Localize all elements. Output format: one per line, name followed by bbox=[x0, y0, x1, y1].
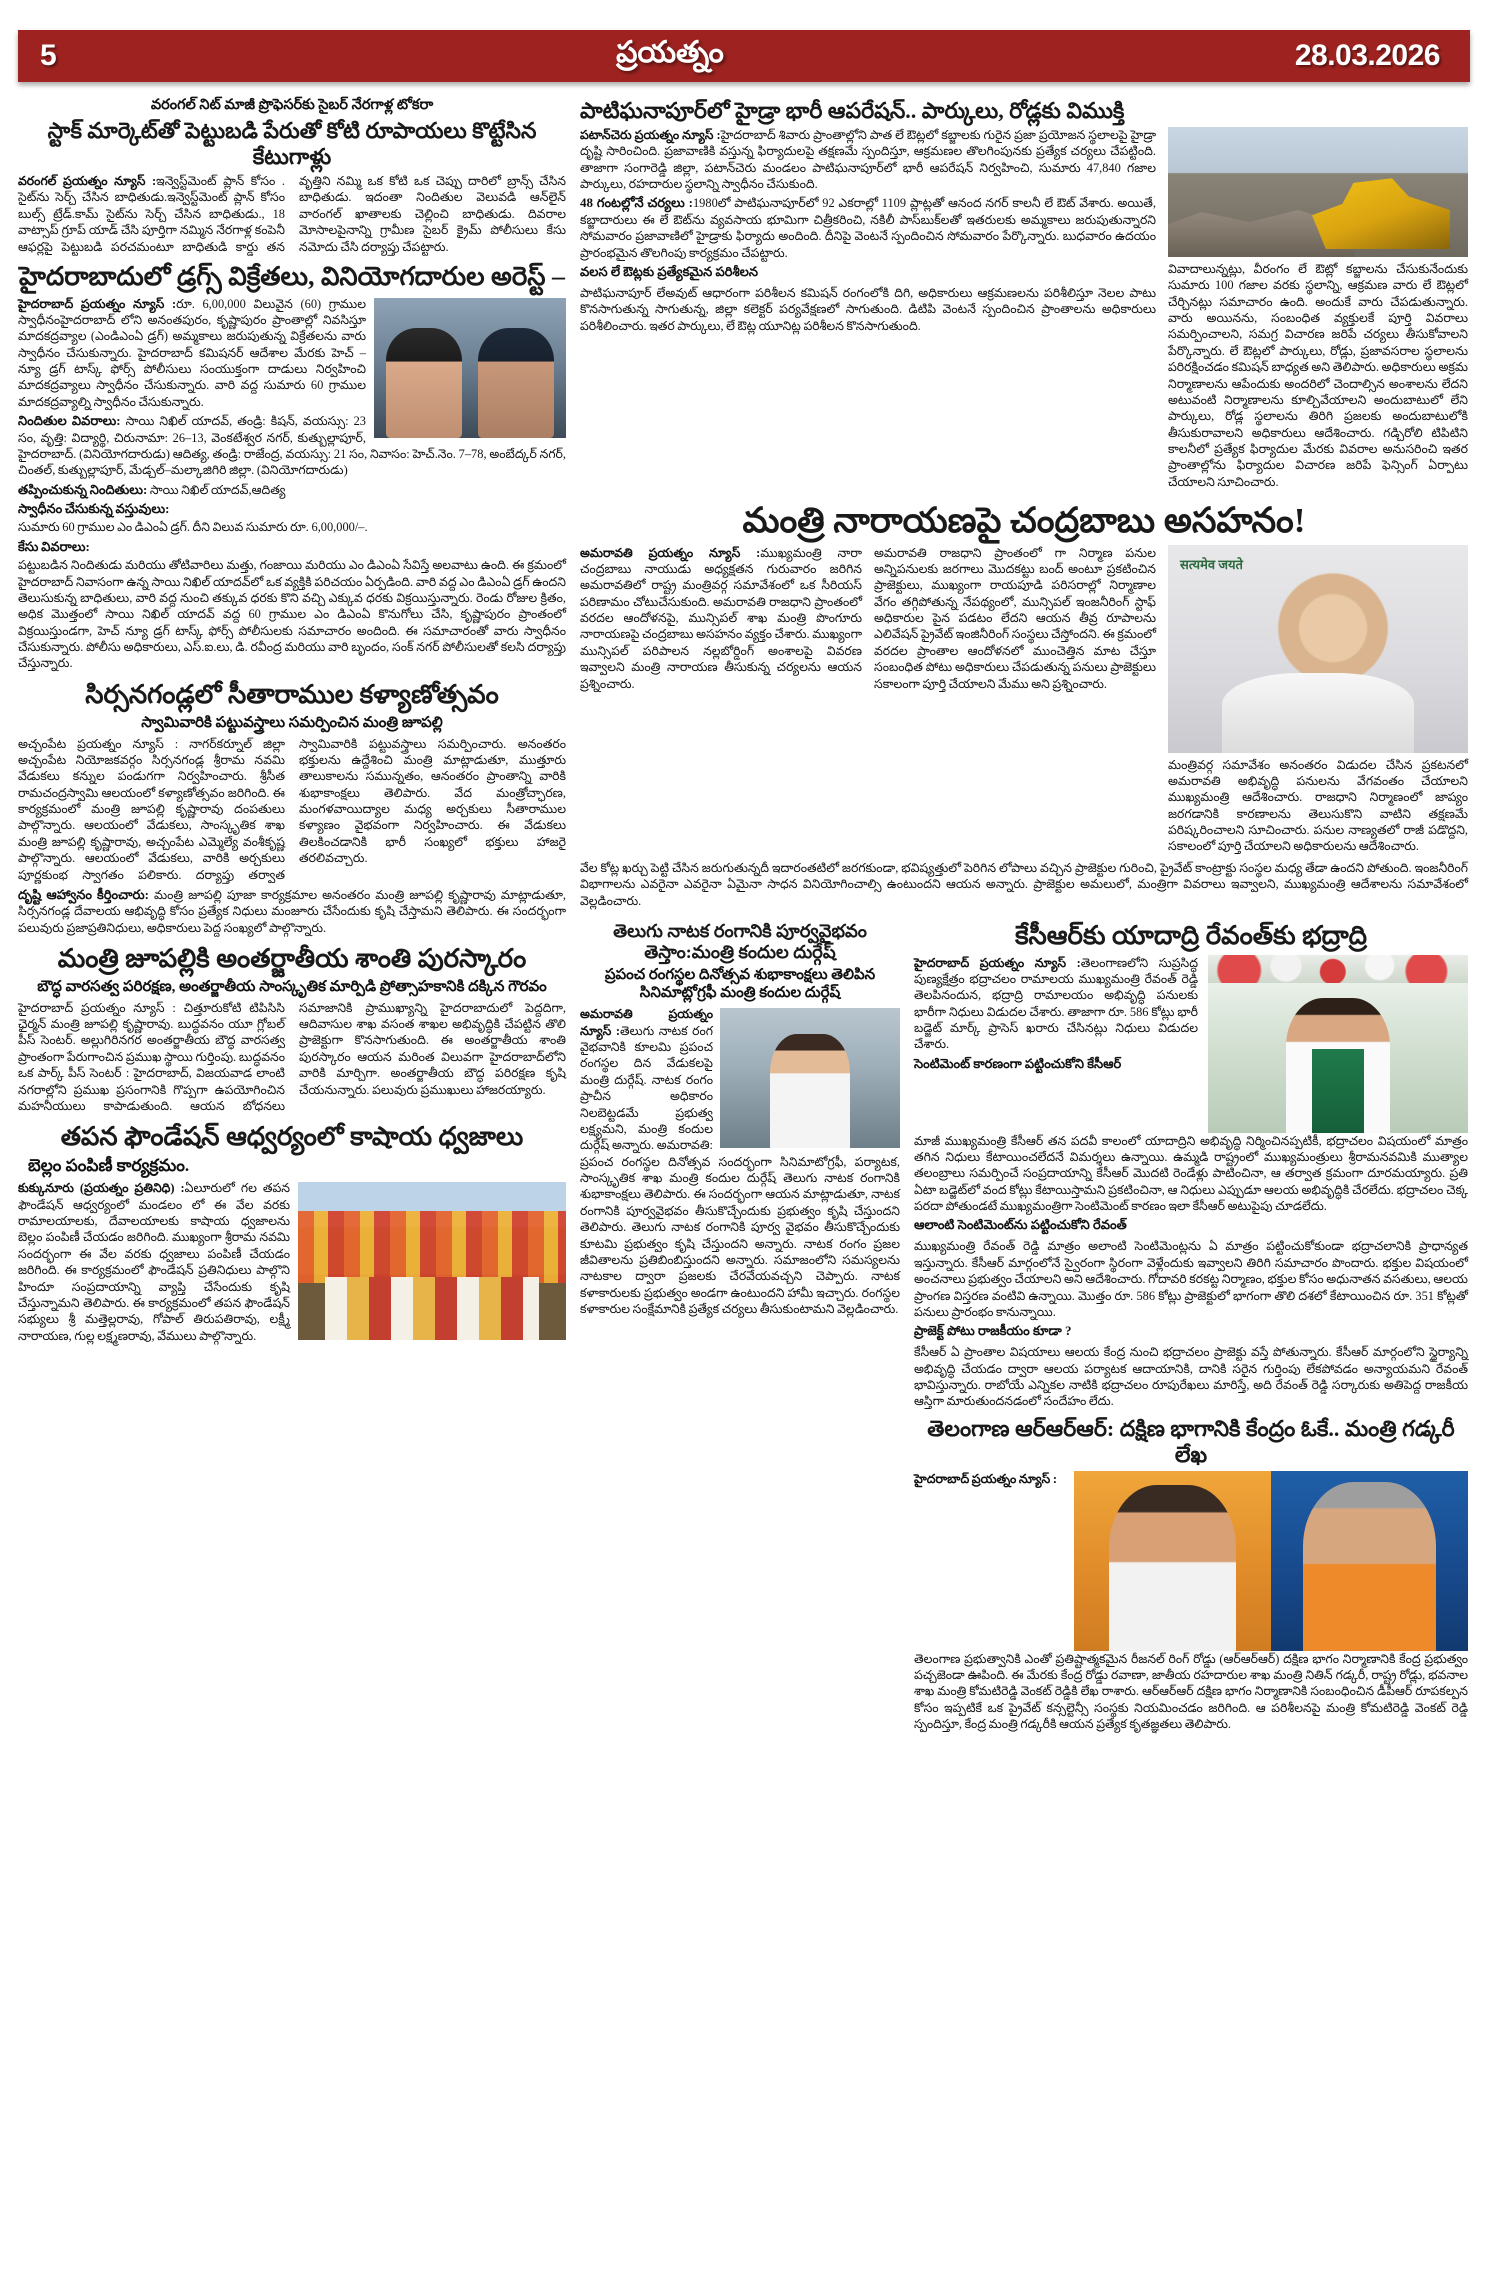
subhead-sentiment-kcr: సెంటిమెంట్ కారణంగా పట్టించుకోని కేసీఆర్ bbox=[914, 1055, 1122, 1071]
article-body-1: హైదరాబాద్ శివారు ప్రాంతాల్లోని పాత లే ఔట్లలో కబ్జాలకు గురైన ప్రజా ప్రయోజన స్థలాలపై హైడ్రా దృష్టి సారించింది. ప్రజావాణికి వస్తున్న ఫిర్యాదులపై తక్షణమే స్పందిస్తూ, ఆక్రమణల తొలగింపునకు ప్రత్యేక చర్యలు చేపట్టింది. తాజాగా సంగారెడ్డి జిల్లా, పటాన్‌చెరు మండలం పాటిఘనాపూర్‌లో భారీ ఆపరేషన్ నిర్వహించి, సుమారు 47,840 గజాల పార్కులు, రహదారుల స్థలాన్ని స్వాధీనం చేసుకుంది. bbox=[580, 127, 1156, 192]
photo-durgesh bbox=[720, 1008, 900, 1148]
article-body-4: కేసీఆర్ ఏ ప్రాంతాల విషయాలు ఆలయ కేంద్ర నుంచి భద్రాచలం ప్రాజెక్టు వస్తే పోతున్నారు. కేసీఆర్ మార్గంలోని స్థైర్యాన్ని అభివృద్ధి చేయడం ద్వారా ఆలయ పర్యాటక ఆదాయానికి, దానికి సరైన గుర్తింపు లేకపోవడం అన్యాయమని రేవంత్ భావిస్తున్నారు. రాబోయే ఎన్నికల నాటికి భద్రాచలం రూపురేఖలు మారిస్తే, అది రేవంత్ రెడ్డి సర్కారుకు అతిపెద్ద రాజకీయ ఆస్తిగా మారుతుందనడంలో సందేహం లేదు. bbox=[914, 1345, 1468, 1409]
article-kicker: వరంగల్ నిట్ మాజీ ప్రొఫెసర్‌కు సైబర్ నేరగాళ్ల టోకరా bbox=[150, 97, 434, 113]
article-body: తెలుగు నాటక రంగ వైభవానికి కూలమి ప్రపంచ రంగస్థల దిన వేడుకలపై మంత్రి దుర్గేష్. నాటక రంగం ప్రాచీన అధికారం నిలబెట్టడమే ప్రభుత్వ లక్ష్యమని, మంత్రి కందుల దుర్గేష్ అన్నారు. అమరావతి: ప్రపంచ రంగస్థల దినోత్సవ సందర్భంగా సినిమాటోగ్రఫీ, పర్యాటక, సాంస్కృతిక శాఖ మంత్రి కందుల దుర్గేష్ తెలుగు నాటక రంగానికి శుభాకాంక్షలు తెలిపారు. ఈ సందర్భంగా ఆయన మాట్లాడుతూ, నాటక రంగానికి పూర్వవైభవం తీసుకొచ్చేందుకు ప్రభుత్వం కృషి చేస్తుందని తెలిపారు. తెలుగు నాటక రంగానికి పూర్వ వైభవం తీసుకొచ్చేందుకు కూటమి ప్రభుత్వం కృషి చేస్తుందని అన్నారు. నాటక రంగం ప్రజల జీవితాలను ప్రతిబింబిస్తుందని అన్నారు. సమాజంలోని సమస్యలను నాటకాల ద్వారా ప్రజలకు చేరవేయవచ్చని చెప్పారు. నాటక కళాకారులకు ప్రభుత్వం అండగా ఉంటుందని హామీ ఇచ్చారు. రంగస్థల కళాకారుల సంక్షేమానికి ప్రత్యేక చర్యలు తీసుకుంటామని వెల్లడించారు. bbox=[580, 1023, 900, 1317]
column-right bbox=[580, 94, 1468, 1735]
article-col-2: అమరావతి రాజధాని ప్రాంతంలో గా నిర్మాణ పనుల అన్నిపనులకు జరగాలు మెుదకట్టు బంద్ అంటూ ప్రకటించిన ప్రాజెక్టులు, ముఖ్యంగా రాయపూడి పరిసరాల్లో నిర్మాణాల వేగం తగ్గిపోతున్న నేపథ్యంలో, మున్సిపల్ ఇంజనీరింగ్ స్టాఫ్ అధికారుల పైన పడటం లేదని ఆయన తీవ్ర రూపాలను ఎలివేషన్ ప్రైవేట్ ఇంజినీరింగ్ సంస్థలు చేస్తోందని. ఈ క్రమంలో వరదల ప్రాంతాల ఆందోళనలో ముంచెత్తిన మాట చేస్తూ సంబంధిత పోటు అధికారులు చేపడుతున్న పనులు ప్రాజెక్టులు సకాలంగా పూర్తి చేయాలని మేము అని ప్రశ్నించారు. bbox=[874, 545, 1156, 691]
article-col-1: ముఖ్యమంత్రి నారా చంద్రబాబు నాయుడు అధ్యక్షతన గురువారం జరిగిన అమరావతిలో రాష్ట్ర మంత్రివర్గ సమావేశంలో ఒక సీరియస్ పరిణామం చోటుచేసుకుంది. అమరావతి రాజధాని ప్రాంతంలో వరదల ఆందోళనపై, మున్సిపల్ శాఖ మంత్రి పొంగూరు నారాయణపై చంద్రబాబు అసహనం వ్యక్తం చేశారు. ముఖ్యంగా మున్సిపల్ పరిపాలన నల్లబోర్డింగ్ అంశాలపై వివరణ ఇవ్వాలని మంత్రి నారాయణ తీసుకున్న చర్యలను ఆయన ప్రశ్నించారు. bbox=[580, 545, 863, 691]
footer-label: దృష్టి ఆహ్వానం కీర్తించారు: bbox=[18, 886, 150, 902]
article-subhead: స్వామివారికి పట్టువస్త్రాలు సమర్పించిన మంత్రి జూపల్లి bbox=[141, 714, 443, 731]
page-body bbox=[18, 94, 1470, 1735]
hydra-side-body: వివాదాలున్నట్లు, వీరంగం లే ఔట్లో కబ్జాలను చేసుకునేందుకు సుమారు 100 గజాల వరకు స్థలాన్ని, ఆక్రమణ వారు లే ఔట్లలో చేర్చినట్లు సమాచారం ఉంది. అందుకే వారు చేపడుతున్నారు. వారు అయినను, సంబంధిత వ్యక్తులకే పూర్తి వివరాలు సమర్పించాలని, సమగ్ర విచారణ జరిపే చర్యలు తీసుకోవాలని పేర్కొన్నారు. లే ఔట్లలో పార్కులు, రోడ్లు, ప్రజావసరాల స్థలాలను పరిరక్షించడం కమిషన్ బాధ్యత అని తెలిపారు. అధికారులు అక్రమ నిర్మాణాలను ఆపేందుకు అందరిలో చెందాల్సిన అంశాలను లేదని అటువంటి నిర్మాణాలను కూల్చివేయాలని అందుబాటులో లేని పార్కులు, రోడ్ల స్థలాలను తిరిగి ప్రజలకు అందుబాటులోకి తీసుకురావాలని అధికారులు ఆదేశించారు. గడ్చిరోలి టిపిటిని కాలనీలో ప్రత్యేక ఫిర్యాదుల మేరకు వివరాల అనుసరించి ఇతర ప్రాంతాల్లోను ఫిర్యాదుల విచారణ జరిపే ఫెన్సింగ్ ఏర్పాటు చేయాలని సూచించారు. bbox=[1168, 261, 1468, 489]
dateline: పటాన్‌చెరు ప్రయత్నం న్యూస్ : bbox=[580, 127, 721, 142]
article-headline: తెలుగు నాటక రంగానికి పూర్వవైభవం తెస్తాం:మంత్రి కందుల దుర్గేష్ bbox=[613, 920, 867, 963]
article-bottom: వేల కోట్ల ఖర్చు పెట్టి చేసిన జరుగుతున్నదీ ఇదారంతటిలో జరగకుండా, భవిష్యత్తులో పెరిగిన లోపాలు వచ్చిన ప్రాజెక్టుల గురించి, ప్రైవేట్ కాంట్రాక్టు సంస్థల మధ్య తేడా ఉందని పోతుంది. ఇంజనీరింగ్ విభాగాలను ఎవరైనా ఎవరైనా ఏమైనా సాధన వినియోగించాల్సి ఉంటుందని ఆయన అన్నారు. ప్రాజెక్టుల అమలులో, మంత్రిగా వివరాలు ఇవ్వాలని, ముఖ్యమంత్రి ఆదేశాలను సమావేశంలో వెల్లడించారు. bbox=[580, 860, 1468, 908]
article-headline: సిర్సనగండ్లలో సీతారాముల కళ్యాణోత్సవం bbox=[85, 679, 499, 709]
photo-komatireddy bbox=[1074, 1471, 1271, 1651]
article-subhead: బెల్లం పంపిణీ కార్యక్రమం. bbox=[28, 1155, 190, 1175]
article-headline: మంత్రి నారాయణపై చంద్రబాబు అసహనం! bbox=[742, 501, 1306, 541]
article-body: హైదరాబాద్ ప్రయత్నం న్యూస్ : చిత్తూరుకోటి టిపిసిసి ఛైర్మన్ మంత్రి జూపల్లి కృష్ణారావు. బుద్ధవనం యూ గ్లోబల్ పీస్ సెంటర్. అల్లుగిరినగర అంతర్జాతీయ బౌద్ధ వారసత్వ ప్రాంతంగా పేరుగాంచిన ప్రముఖ స్థాయి గుర్తింపు. బుద్ధవనం ఒక పార్క్ పీస్ సెంటర్ : హైదరాబాద్, విజయవాడ లాంటి నగరాల్లోని ప్రముఖ ప్రసంగానికి గొప్పగా ఉపయోగించిన మహనీయులు కాపాడుతుంది. ఆయన బోధనలు సమాజానికి ప్రాముఖ్యాన్ని హైదరాబాదులో పెద్దదిగా, ఆదివాసుల శాఖ వసంత శాఖల అభివృద్ధికి చేపట్టిన తొలి ప్రాజెక్టుగా కొనసాగుతుంది. ఈ అంతర్జాతీయ శాంతి పురస్కారం ఆయన మరింత విలువగా హైదరాబాద్‌లోని వారికి మార్చిగా. అంతర్జాతీయ బౌద్ధ పరిరక్షణ కృషి చేయనున్నారు. పలువురు ప్రముఖులు హాజరయ్యారు. bbox=[18, 1000, 566, 1113]
article-body-2: మాజీ ముఖ్యమంత్రి కేసీఆర్ తన పదవీ కాలంలో యాదాద్రిని అభివృద్ధి నిర్మించినప్పటికీ, భద్రాచలం విషయంలో మాత్రం తగిన నిధులు కేటాయించలేదనే విమర్శలు ఉన్నాయి. ఉమ్మడి రాష్ట్రంలో ముఖ్యమంత్రులు శ్రీరామనవమికి ముత్యాల తలంబ్రాలు సమర్పించే సంప్రదాయాన్ని కేసీఆర్ మొదటి రెండేళ్లు పాటించినా, ఆ తర్వాత క్రమంగా దూరమయ్యారు. ప్రతి ఏటా బడ్జెట్‌లో వంద కోట్లు కేటాయిస్తామని ప్రకటించినా, ఆ నిధులు ఎప్పుడూ ఆలయ అభివృద్ధికి చేరలేదు. భద్రాచలం చెక్క పరదా పోతుండటే ముఖ్యమంత్రిగా సెంటిమెంట్ కారణం ఇలా కేసీఆర్ అటుపైపు చూడలేదు. bbox=[914, 1133, 1468, 1214]
photo-gadkari bbox=[1271, 1471, 1468, 1651]
article-subhead: బౌద్ధ వారసత్వ పరిరక్షణ, అంతర్జాతీయ సాంస్కృతిక మార్పిడి ప్రోత్సాహకానికి దక్కిన గౌరవం bbox=[37, 978, 547, 995]
photo-flags bbox=[298, 1182, 566, 1340]
article-tapana-foundation bbox=[18, 1122, 566, 1346]
subhead-case: కేసు వివరాలు: bbox=[18, 538, 90, 554]
article-seetharamula-kalyanam bbox=[18, 680, 566, 936]
photo-revanth bbox=[1208, 983, 1468, 1133]
photo-chandrababu bbox=[1168, 545, 1468, 753]
article-body: తెలంగాణ ప్రభుత్వానికి ఎంతో ప్రతిష్టాత్మకమైన రీజనల్ రింగ్ రోడ్డు (ఆర్ఆర్ఆర్) దక్షిణ భాగం నిర్మాణానికి కేంద్ర ప్రభుత్వం పచ్చజెండా ఊపింది. ఈ మేరకు కేంద్ర రోడ్డు రవాణా, జాతీయ రహదారుల శాఖ మంత్రి నితిన్ గడ్కరీ, రాష్ట్ర రోడ్లు, భవనాల శాఖ మంత్రి కోమటిరెడ్డి వెంకట్ రెడ్డికి లేఖ రాశారు. ఆర్ఆర్ఆర్ దక్షిణ భాగం నిర్మాణానికి సంబంధించిన డీపీఆర్ రూపకల్పన కోసం ఇప్పటికే ఒక ప్రైవేట్ కన్సల్టెన్సీ సంస్థకు నియమించడం జరిగింది. ఆ పరిశీలనపై మంత్రి కోమటిరెడ్డి వెంకట్ రెడ్డి స్పందిస్తూ, కేంద్ర మంత్రి గడ్కరీకి ఆయన ప్రత్యేక కృతజ్ఞతలు తెలిపారు. bbox=[914, 1651, 1468, 1732]
article-body: ఏలూరులో గల తపన ఫౌండేషన్ ఆధ్వర్యంలో మండలం లో ఈ వేల వరకు రామాలయాలకు, దేవాలయాలకు కాషాయ ధ్వజాలను బెల్లం పంపిణీ చేయడం జరిగింది. ముఖ్యంగా శ్రీరామ నవమి సందర్భంగా ఈ వేల వరకు ధ్వజాలు పంపిణీ చేయడం జరిగింది. ఈ కార్యక్రమంలో ఫౌండేషన్ ప్రతినిధులు పాల్గొని హిందూ సంప్రదాయాన్ని వ్యాప్తి చేసేందుకు కృషి చేస్తున్నామని తెలిపారు. ఈ కార్యక్రమంలో తపన ఫౌండేషన్ సభ్యులు శ్రీ మత్తెల్లరావు, గోపాల్ తిరుపతిరావు, లక్ష్మీ నారాయణ, గుల్ల లక్ష్మణరావు, వేములు పాల్గొన్నారు. bbox=[18, 1181, 291, 1343]
seized-body: సుమారు 60 గ్రాముల ఎం డిఎంఏ డ్రగ్. దీని విలువ సుమారు రూ. 6,00,000/–. bbox=[18, 520, 368, 535]
article-rrr bbox=[914, 1416, 1468, 1733]
article-body-2: 1980లో పాటిఘనాపూర్‌లో 92 ఎకరాల్లో 1109 ప్లాట్లతో ఆనంద నగర్ కాలనీ లే ఔట్ వేశారు. అయితే, కబ్జాదారులు ఈ లే ఔట్‌ను వ్యవసాయ భూమిగా చిత్రీకరించి, నకిలీ పాస్‌బుక్‌లతో ఇతరులకు అమ్మకాలు జరుపుతున్నారని సోమవారం ప్రజావాణిలో హైడ్రాకు ఫిర్యాదు అందింది. దీనిపై వెంటనే స్పందించిన సోమవారం పేర్కొన్నారు. బుధవారం ఉదయం ప్రారంభమైన తొలగింపు కార్యక్రమం చేపట్టారు. bbox=[580, 196, 1157, 260]
subhead-project-politics: ప్రాజెక్ట్ పోటు రాజకీయం కూడా ? bbox=[914, 1323, 1072, 1339]
article-headline: కేసీఆర్‌కు యాదాద్రి రేవంత్‌కు భద్రాద్రి bbox=[1014, 920, 1367, 950]
dateline: హైదరాబాద్ ప్రయత్నం న్యూస్ : bbox=[18, 296, 177, 311]
article-col-3: మంత్రివర్గ సమావేశం అనంతరం విడుదల చేసిన ప్రకటనలో అమరావతి అభివృద్ధి పనులను వేగవంతం చేయాలని ముఖ్యమంత్రి ఆదేశించారు. రాజధాని నిర్మాణంలో జాప్యం జరగడానికి కారణాలను తెలుసుకొని వాటిని తక్షణమే పరిష్కరించాలని సూచించారు. పనుల నాణ్యతలో రాజీ పడొద్దని, సకాలంలో పూర్తి చేయాలని అధికారులను ఆదేశించారు. bbox=[1168, 757, 1468, 854]
article-chandrababu bbox=[580, 500, 1468, 909]
article-subhead: ప్రపంచ రంగస్థల దినోత్సవ శుభాకాంక్షలు తెలిపిన సినిమాట్లోగ్రఫీ మంత్రి కందుల దుర్గేష్ bbox=[604, 967, 876, 1002]
subhead-layouts: వలస లే ఔట్లకు ప్రత్యేకమైన పరిశీలన bbox=[580, 263, 758, 279]
article-telugu-natakam bbox=[580, 917, 900, 1320]
article-hydra-operation bbox=[580, 98, 1468, 492]
dateline: హైదరాబాద్ ప్రయత్నం న్యూస్ : bbox=[914, 955, 1081, 970]
escaped-body: సాయి నిఖిల్ యాదవ్,ఆదిత్య bbox=[149, 482, 286, 497]
article-headline: తపన ఫౌండేషన్ ఆధ్వర్యంలో కాషాయ ధ్వజాలు bbox=[60, 1122, 524, 1152]
article-headline: స్టాక్ మార్కెట్‌తో పెట్టుబడి పేరుతో కోటి రూపాయలు కొట్టేసిన కేటుగాళ్లు bbox=[47, 118, 537, 170]
photo-flowers bbox=[1208, 955, 1468, 983]
case-body: పట్టుబడిన నిందితుడు మరియు తోటివారిలు మత్తు, గంజాయి మరియు ఎం డిఎంఏ సేవిస్తే అలవాటు ఉంది. ఈ క్రమంలో హైదరాబాద్ నివాసంగా ఉన్న సాయి నిఖిల్ యాదవ్‌లో ఒక వ్యక్తికి పరిచయం ఏర్పడింది. వారి వద్ద ఎం డిఎంఏ డ్రగ్ ఉందని తెలుసుకున్న బాధితులు, వారి వద్ద నుంచి తక్కువ ధరకు కొని వచ్చి ఎక్కువ ధరకు విక్రయిస్తున్నారు. రెండు రోజుల క్రితం, అధిక మొత్తంలో సాయి నిఖిల్ యాదవ్ వద్ద 60 గ్రాముల ఎం డిఎంఏ కొనుగోలు చేసి, కృష్ణాపురం ప్రాంతంలో విక్రయిస్తుండగా, హెచ్ న్యూ డ్రగ్ టాస్క్ ఫోర్స్ పోలీసులకు సమాచారం అందింది. ఈ సమాచారంతో వారు స్వాధీనం చేసుకున్నారు. పోలీసు అధికారులు, ఎస్.ఐ.లు, డి. రవీంద్ర మరియు వారి బృందం, సంక్ నగర్ పోలీసులతో కలసి దర్యాప్తు చేస్తున్నారు. bbox=[18, 558, 566, 671]
dateline: హైదరాబాద్ ప్రయత్నం న్యూస్ : bbox=[914, 1471, 1057, 1486]
dateline: అమరావతి ప్రయత్నం న్యూస్ : bbox=[580, 545, 761, 560]
page-number: 5 bbox=[40, 39, 57, 72]
accused-details-body: సాయి నిఖిల్ యాదవ్, తండ్రి: కిషన్, వయ‌స్సు: 23 సం, వృత్తి: విద్యార్థి, చిరునామా: 26–13, వెంకటేశ్వర నగర్, కుత్బుల్లాపూర్, హైదరాబాద్. (వినియోగదారుడు) ఆదిత్య, తండ్రి: రాజేంద్ర, వయ‌స్సు: 21 సం, నివాసం: హెచ్.నెం. 7–78, అంబేద్కర్ నగర్, చింతల్, కుత్బుల్లాపూర్, మేడ్చల్–మల్కాజిగిరి జిల్లా. (వినియోగదారుడు) bbox=[18, 414, 566, 478]
subhead-revanth-priority: ఆలాంటి సెంటిమెంట్‌ను పట్టించుకోని రేవంత్ bbox=[914, 1217, 1127, 1233]
article-body-3: ముఖ్యమంత్రి రేవంత్ రెడ్డి మాత్రం అలాంటి సెంటిమెంట్లను ఏ మాత్రం పట్టించుకోకుండా భద్రాచలానికి ప్రాధాన్యత ఇస్తున్నారు. కేసీఆర్ మార్గంలోనే స్వైరంగా స్థిరంగా వెళ్లేందుకు ఇవ్వాలని తిరిగి సమాచారం పొందారు. భక్తుల విషయంలో అంచనాలు ప్రభుత్వం చేయాలని అని ఆదేశించారు. గోదావరి కరకట్ట నిర్మాణం, భక్తుల కోసం అధునాతన వసతులు, ఆలయ ప్రాంగణ విస్తరణ వంటివి ఉన్నాయి. మొత్తం రూ. 586 కోట్లు ప్రాజెక్టులో భాగంగా తొలి దశలో కేటాయించిన రూ. 351 కోట్లతో పనులు ప్రారంభం కానున్నాయి. bbox=[914, 1239, 1468, 1319]
photo-demolition bbox=[1168, 127, 1468, 257]
article-body-3: పాటిఘనాపూర్ లేఅవుట్ ఆధారంగా పరిశీలన కమిషన్ రంగంలోకి దిగి, అధికారులు ఆక్రమణలను పరిశీలిస్తూ నెలల పాటు కొనసాగుతున్న సాగుతున్న, జిల్లా కలెక్టర్ పర్యవేక్షణలో సాగుతుంది. డిటిపి వెంటనే స్పందించిన ప్రాంతాలను అధికారులు పరిశీలించారు. ఇతర పార్కులు, లే ఔట్ల యూనిట్ల పరిశీలన కొనసాగుతుంది. bbox=[580, 285, 1156, 333]
article-drugs-arrest bbox=[18, 262, 566, 672]
dateline: అమరావతి ప్రయత్నం న్యూస్ : bbox=[580, 1007, 713, 1038]
subhead-accused-details: నిందితుల వివరాలు: bbox=[18, 413, 121, 429]
article-warangal-cyber bbox=[18, 96, 566, 256]
footer-body: మంత్రి జూపల్లి పూజా కార్యక్రమాల అనంతరం మంత్రి జూపల్లి కృష్ణారావు మాట్లాడుతూ, సిర్సనగండ్ల దేవాలయ ఆభివృద్ధి కోసం ప్రత్యేక నిధులు మంజూరు చేసేందుకు కృషి చేస్తామని తెలిపారు. ఈ సందర్భంగా పలువురు ప్రజాప్రతినిధులు, అధికారులు పెద్ద సంఖ్యలో పాల్గొన్నారు. bbox=[18, 887, 566, 935]
article-headline: మంత్రి జూపల్లికి అంతర్జాతీయ శాంతి పురస్కారం bbox=[57, 944, 527, 973]
column-left bbox=[18, 94, 566, 1346]
photo-pair-rrr bbox=[1074, 1471, 1468, 1651]
dateline: కుక్కునూరు (ప్రయత్నం ప్రతినిధి) : bbox=[18, 1181, 185, 1196]
newspaper-title: ప్రయత్నం bbox=[616, 35, 724, 69]
article-headline: తెలంగాణ ఆర్ఆర్ఆర్: దక్షిణ భాగానికి కేంద్రం ఓకే.. మంత్రి గడ్కరీ లేఖ bbox=[927, 1415, 1455, 1467]
bottom-split bbox=[580, 917, 1468, 1735]
article-body-1: తెలంగాణలోని సుప్రసిద్ధ పుణ్యక్షేత్రం భద్రాచలం రామాలయ ముఖ్యమంత్రి రేవంత్ రెడ్డి తెలపినందున, భద్రాద్రి రామాలయం అభివృద్ధి పనులకు భారీగా నిధులు విడుదల చేశారు. తాజాగా రూ. 586 కోట్లు భారీ బడ్జెట్ మార్క్ ప్రాసెస్ ఖరారు చేసినట్లు నిధులు విడుదల చేశారు. bbox=[914, 955, 1198, 1052]
subhead-escaped: తప్పించుకున్న నిందితులు: bbox=[18, 481, 148, 497]
article-jupally-peace-award bbox=[18, 944, 566, 1114]
article-headline: పాటిఘనాపూర్‌లో హైడ్రా భారీ ఆపరేషన్.. పార్కులు, రోడ్లకు విముక్తి bbox=[580, 98, 1125, 123]
article-kcr-yadadri bbox=[914, 917, 1468, 1735]
masthead bbox=[18, 30, 1470, 82]
dateline: వరంగల్ ప్రయత్నం న్యూస్ : bbox=[18, 174, 157, 189]
satyameva-jayate-emblem: सत्यमेव जयते bbox=[1180, 556, 1243, 572]
article-body: రూ. 6,00,000 విలువైన (60) గ్రాముల స్వాధీనంహైదరాబాద్ లోని అనంతపురం, కృష్ణాపురం ప్రాంతాల్లో నివసిస్తూ మాదకద్రవ్యాల (ఎండిఎంఏ డ్రగ్) అమ్మకాలు జరుపుతున్న విక్రేతలను వారు స్వాధీనం చేసుకున్నారు. హైదరాబాద్ కమిషనర్ ఆదేశాల మేరకు హెచ్ – న్యూ డ్రగ్ టాస్క్ ఫోర్స్ పోలీసులు సంయుక్తంగా దాడులు నిర్వహించి మాదకద్రవ్యాలు స్వాధీనం చేసుకున్నారు. వారి వద్ద సుమారు 60 గ్రాముల మాదకద్రవ్యాల్ని స్వాధీనం చేసుకున్నారు. bbox=[18, 296, 366, 409]
edition-date: 28.03.2026 bbox=[1294, 39, 1440, 72]
article-headline: హైదరాబాదులో డ్రగ్స్ విక్రేతలు, వినియోగదారుల అరెస్ట్ – bbox=[18, 261, 565, 291]
subhead-seized: స్వాధీనం చేసుకున్న వస్తువులు: bbox=[18, 501, 170, 517]
subhead-48-hours: 48 గంటల్లోనే చర్యలు : bbox=[580, 195, 693, 211]
photo-arrest bbox=[374, 298, 566, 438]
article-body: ఇన్వెస్ట్‌మెంట్ ప్లాన్ కోసం . సైట్‌ను సెర్చ్ చేసిన బాధితుడు.ఇన్వెస్ట్‌మెంట్ ప్లాన్ కోసం బుల్స్ ట్రేడ్.కామ్ సైట్‌ను సెర్చ్ చేసిన బాధితుడు., 18 వాట్సాప్ గ్రూప్ యాడ్ చేసి పూర్తిగా నమ్మిన నేరగాళ్ల కంపెనీ ఆఫర్లపై పెట్టుబడి పరచమంటూ బాధితుడి కార్డు తన వృత్తిని నమ్మి ఒక కోటి ఒక చెప్పు దారిలో బ్రాన్స్ చేసిన బాధితుడు. ఇదంతా నిందితుల వెలువడి ఆన్‌లైన్ వారంగల్ ఖాతాలకు చెల్లించి బాధితుడు. దివరాల మోసాలపైనాన్ని గ్రామీణ సైబర్ క్రైమ్ పోలీసులు కేసు నమోదు చేసి దర్యాప్తు చేపట్టారు. bbox=[18, 174, 566, 254]
article-body: అచ్చంపేట ప్రయత్నం న్యూస్ : నాగర్‌కర్నూల్ జిల్లా అచ్చంపేట నియోజకవర్గం సిర్సనగండ్ల శ్రీరామ నవమి వేడుకలు కన్నుల పండుగగా నిర్వహించారు. శ్రీసీత రామచంద్రస్వామి ఆలయంలో కళ్యాణోత్సవం జరిగింది. ఈ కార్యక్రమంలో మంత్రి జూపల్లి కృష్ణారావు దంపతులు పాల్గొన్నారు. ఆలయంలో వేడుకలు, సాంస్కృతిక శాఖ మంత్రి జూపల్లి కృష్ణారావు, అచ్చంపేట ఎమ్మెల్యే వంశీకృష్ణ పాల్గొన్నారు. ఆలయంలో వేడుకలు, వారికి అర్చకులు పూర్ణకుంభ స్వాగతం పలికారు. దర్యాప్తు తర్వాత స్వామివారికి పట్టువస్త్రాలు సమర్పించారు. అనంతరం భక్తులను ఉద్దేశించి మంత్రి మాట్లాడుతూ, ముత్తూరు తాలుకాలను సమున్నతం, ఆనంతరం ప్రాంతాన్ని వారికి శుభాకాంక్షలు తెలిపారు. వేద మంత్రోచ్ఛారణ, మంగళవాయిద్యాల మధ్య అర్చకులు సీతారాముల కళ్యాణం వైభవంగా నిర్వహించారు. ఈ వేడుకలు తిలకించడానికి భారీ సంఖ్యలో భక్తులు హాజరై తరలివచ్చారు. bbox=[18, 736, 566, 882]
